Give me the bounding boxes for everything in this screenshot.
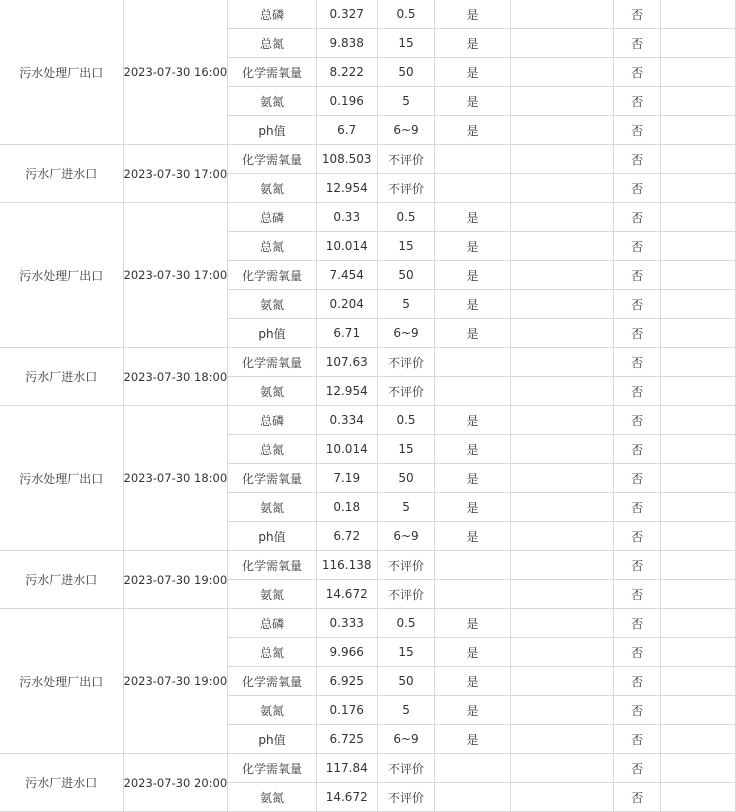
item-cell: 化学需氧量	[228, 667, 317, 696]
limit-cell: 0.5	[377, 406, 435, 435]
empty-cell	[510, 783, 614, 812]
compliance-cell: 是	[435, 696, 510, 725]
compliance-cell: 是	[435, 638, 510, 667]
empty-cell	[660, 319, 735, 348]
empty-cell	[510, 145, 614, 174]
limit-cell: 0.5	[377, 203, 435, 232]
empty-cell	[510, 696, 614, 725]
limit-cell: 6~9	[377, 319, 435, 348]
compliance-cell	[435, 551, 510, 580]
value-cell: 108.503	[316, 145, 377, 174]
empty-cell	[660, 58, 735, 87]
item-cell: 化学需氧量	[228, 551, 317, 580]
item-cell: 总氮	[228, 232, 317, 261]
compliance-cell: 是	[435, 232, 510, 261]
compliance-cell: 是	[435, 29, 510, 58]
item-cell: 总氮	[228, 435, 317, 464]
empty-cell	[660, 290, 735, 319]
abnormal-cell: 否	[614, 87, 661, 116]
abnormal-cell: 否	[614, 203, 661, 232]
value-cell: 0.334	[316, 406, 377, 435]
empty-cell	[660, 783, 735, 812]
empty-cell	[510, 203, 614, 232]
table-row	[0, 0, 736, 29]
value-cell: 0.196	[316, 87, 377, 116]
empty-cell	[510, 174, 614, 203]
compliance-cell: 是	[435, 0, 510, 29]
limit-cell: 50	[377, 261, 435, 290]
abnormal-cell: 否	[614, 377, 661, 406]
value-cell: 8.222	[316, 58, 377, 87]
compliance-cell	[435, 377, 510, 406]
item-cell: 化学需氧量	[228, 464, 317, 493]
compliance-cell: 是	[435, 261, 510, 290]
compliance-cell	[435, 174, 510, 203]
compliance-cell	[435, 580, 510, 609]
empty-cell	[660, 232, 735, 261]
compliance-cell: 是	[435, 435, 510, 464]
limit-cell: 不评价	[377, 145, 435, 174]
limit-cell: 5	[377, 696, 435, 725]
empty-cell	[660, 0, 735, 29]
item-cell: ph值	[228, 725, 317, 754]
value-cell: 6.7	[316, 116, 377, 145]
time-cell: 2023-07-30 17:00	[123, 145, 228, 203]
abnormal-cell: 否	[614, 232, 661, 261]
value-cell: 0.33	[316, 203, 377, 232]
abnormal-cell: 否	[614, 290, 661, 319]
value-cell: 116.138	[316, 551, 377, 580]
limit-cell: 6~9	[377, 725, 435, 754]
value-cell: 107.63	[316, 348, 377, 377]
site-cell: 污水厂进水口	[0, 754, 123, 812]
compliance-cell: 是	[435, 522, 510, 551]
abnormal-cell: 否	[614, 58, 661, 87]
abnormal-cell: 否	[614, 29, 661, 58]
empty-cell	[510, 232, 614, 261]
limit-cell: 15	[377, 638, 435, 667]
abnormal-cell: 否	[614, 667, 661, 696]
value-cell: 7.19	[316, 464, 377, 493]
value-cell: 10.014	[316, 232, 377, 261]
value-cell: 0.327	[316, 0, 377, 29]
item-cell: 化学需氧量	[228, 145, 317, 174]
limit-cell: 15	[377, 232, 435, 261]
limit-cell: 50	[377, 58, 435, 87]
limit-cell: 0.5	[377, 609, 435, 638]
empty-cell	[510, 464, 614, 493]
value-cell: 12.954	[316, 377, 377, 406]
compliance-cell: 是	[435, 116, 510, 145]
empty-cell	[660, 348, 735, 377]
empty-cell	[660, 754, 735, 783]
item-cell: 氨氮	[228, 377, 317, 406]
abnormal-cell: 否	[614, 348, 661, 377]
empty-cell	[510, 667, 614, 696]
site-cell: 污水厂进水口	[0, 551, 123, 609]
abnormal-cell: 否	[614, 754, 661, 783]
abnormal-cell: 否	[614, 551, 661, 580]
empty-cell	[660, 551, 735, 580]
time-cell: 2023-07-30 18:00	[123, 348, 228, 406]
empty-cell	[510, 435, 614, 464]
empty-cell	[510, 725, 614, 754]
empty-cell	[510, 0, 614, 29]
abnormal-cell: 否	[614, 116, 661, 145]
compliance-cell	[435, 754, 510, 783]
empty-cell	[660, 435, 735, 464]
abnormal-cell: 否	[614, 261, 661, 290]
empty-cell	[660, 464, 735, 493]
value-cell: 9.838	[316, 29, 377, 58]
site-cell: 污水厂进水口	[0, 145, 123, 203]
empty-cell	[660, 261, 735, 290]
compliance-cell: 是	[435, 609, 510, 638]
value-cell: 9.966	[316, 638, 377, 667]
empty-cell	[660, 406, 735, 435]
abnormal-cell: 否	[614, 0, 661, 29]
site-cell: 污水厂进水口	[0, 348, 123, 406]
abnormal-cell: 否	[614, 522, 661, 551]
item-cell: 总氮	[228, 29, 317, 58]
empty-cell	[510, 261, 614, 290]
item-cell: 氨氮	[228, 290, 317, 319]
abnormal-cell: 否	[614, 145, 661, 174]
compliance-cell: 是	[435, 725, 510, 754]
limit-cell: 不评价	[377, 783, 435, 812]
value-cell: 0.333	[316, 609, 377, 638]
empty-cell	[510, 29, 614, 58]
value-cell: 12.954	[316, 174, 377, 203]
limit-cell: 0.5	[377, 0, 435, 29]
item-cell: 总磷	[228, 0, 317, 29]
compliance-cell: 是	[435, 464, 510, 493]
limit-cell: 50	[377, 464, 435, 493]
abnormal-cell: 否	[614, 609, 661, 638]
compliance-cell: 是	[435, 667, 510, 696]
limit-cell: 5	[377, 493, 435, 522]
empty-cell	[510, 522, 614, 551]
value-cell: 117.84	[316, 754, 377, 783]
empty-cell	[660, 87, 735, 116]
item-cell: 氨氮	[228, 783, 317, 812]
table-row	[0, 609, 736, 638]
time-cell: 2023-07-30 19:00	[123, 609, 228, 754]
limit-cell: 6~9	[377, 522, 435, 551]
limit-cell: 50	[377, 667, 435, 696]
empty-cell	[510, 377, 614, 406]
abnormal-cell: 否	[614, 696, 661, 725]
item-cell: 氨氮	[228, 493, 317, 522]
time-cell: 2023-07-30 18:00	[123, 406, 228, 551]
limit-cell: 5	[377, 87, 435, 116]
item-cell: 氨氮	[228, 174, 317, 203]
value-cell: 0.18	[316, 493, 377, 522]
compliance-cell: 是	[435, 319, 510, 348]
abnormal-cell: 否	[614, 783, 661, 812]
abnormal-cell: 否	[614, 580, 661, 609]
empty-cell	[510, 348, 614, 377]
abnormal-cell: 否	[614, 319, 661, 348]
value-cell: 14.672	[316, 580, 377, 609]
abnormal-cell: 否	[614, 638, 661, 667]
value-cell: 6.72	[316, 522, 377, 551]
value-cell: 0.176	[316, 696, 377, 725]
value-cell: 6.925	[316, 667, 377, 696]
limit-cell: 不评价	[377, 551, 435, 580]
limit-cell: 15	[377, 29, 435, 58]
item-cell: 氨氮	[228, 580, 317, 609]
site-cell: 污水处理厂出口	[0, 609, 123, 754]
value-cell: 6.71	[316, 319, 377, 348]
empty-cell	[660, 725, 735, 754]
time-cell: 2023-07-30 20:00	[123, 754, 228, 812]
compliance-cell	[435, 783, 510, 812]
limit-cell: 不评价	[377, 174, 435, 203]
item-cell: 氨氮	[228, 87, 317, 116]
empty-cell	[660, 522, 735, 551]
item-cell: 总磷	[228, 203, 317, 232]
table-row	[0, 406, 736, 435]
time-cell: 2023-07-30 17:00	[123, 203, 228, 348]
limit-cell: 6~9	[377, 116, 435, 145]
site-cell: 污水处理厂出口	[0, 406, 123, 551]
value-cell: 7.454	[316, 261, 377, 290]
table-row	[0, 551, 736, 580]
limit-cell: 不评价	[377, 580, 435, 609]
compliance-cell: 是	[435, 493, 510, 522]
item-cell: 化学需氧量	[228, 348, 317, 377]
empty-cell	[660, 493, 735, 522]
abnormal-cell: 否	[614, 174, 661, 203]
value-cell: 6.725	[316, 725, 377, 754]
empty-cell	[510, 580, 614, 609]
compliance-cell: 是	[435, 58, 510, 87]
value-cell: 10.014	[316, 435, 377, 464]
item-cell: 总磷	[228, 609, 317, 638]
time-cell: 2023-07-30 19:00	[123, 551, 228, 609]
empty-cell	[660, 203, 735, 232]
limit-cell: 不评价	[377, 754, 435, 783]
limit-cell: 5	[377, 290, 435, 319]
site-cell: 污水处理厂出口	[0, 0, 123, 145]
empty-cell	[660, 609, 735, 638]
item-cell: 化学需氧量	[228, 58, 317, 87]
empty-cell	[510, 609, 614, 638]
table-row	[0, 145, 736, 174]
value-cell: 14.672	[316, 783, 377, 812]
abnormal-cell: 否	[614, 435, 661, 464]
empty-cell	[660, 580, 735, 609]
empty-cell	[510, 638, 614, 667]
item-cell: 总氮	[228, 638, 317, 667]
item-cell: 氨氮	[228, 696, 317, 725]
empty-cell	[660, 667, 735, 696]
empty-cell	[510, 58, 614, 87]
time-cell: 2023-07-30 16:00	[123, 0, 228, 145]
item-cell: 总磷	[228, 406, 317, 435]
empty-cell	[510, 551, 614, 580]
abnormal-cell: 否	[614, 493, 661, 522]
empty-cell	[660, 174, 735, 203]
compliance-cell	[435, 348, 510, 377]
abnormal-cell: 否	[614, 725, 661, 754]
empty-cell	[660, 638, 735, 667]
empty-cell	[510, 754, 614, 783]
item-cell: 化学需氧量	[228, 754, 317, 783]
item-cell: ph值	[228, 116, 317, 145]
compliance-cell: 是	[435, 290, 510, 319]
item-cell: ph值	[228, 522, 317, 551]
compliance-cell: 是	[435, 203, 510, 232]
item-cell: 化学需氧量	[228, 261, 317, 290]
compliance-cell: 是	[435, 87, 510, 116]
table-row	[0, 203, 736, 232]
empty-cell	[660, 29, 735, 58]
table-row	[0, 754, 736, 783]
empty-cell	[660, 377, 735, 406]
empty-cell	[660, 696, 735, 725]
abnormal-cell: 否	[614, 406, 661, 435]
table-row	[0, 348, 736, 377]
empty-cell	[510, 87, 614, 116]
limit-cell: 不评价	[377, 348, 435, 377]
empty-cell	[510, 116, 614, 145]
item-cell: ph值	[228, 319, 317, 348]
limit-cell: 不评价	[377, 377, 435, 406]
site-cell: 污水处理厂出口	[0, 203, 123, 348]
empty-cell	[660, 116, 735, 145]
value-cell: 0.204	[316, 290, 377, 319]
abnormal-cell: 否	[614, 464, 661, 493]
empty-cell	[510, 493, 614, 522]
empty-cell	[660, 145, 735, 174]
compliance-cell: 是	[435, 406, 510, 435]
compliance-cell	[435, 145, 510, 174]
limit-cell: 15	[377, 435, 435, 464]
empty-cell	[510, 406, 614, 435]
empty-cell	[510, 319, 614, 348]
empty-cell	[510, 290, 614, 319]
